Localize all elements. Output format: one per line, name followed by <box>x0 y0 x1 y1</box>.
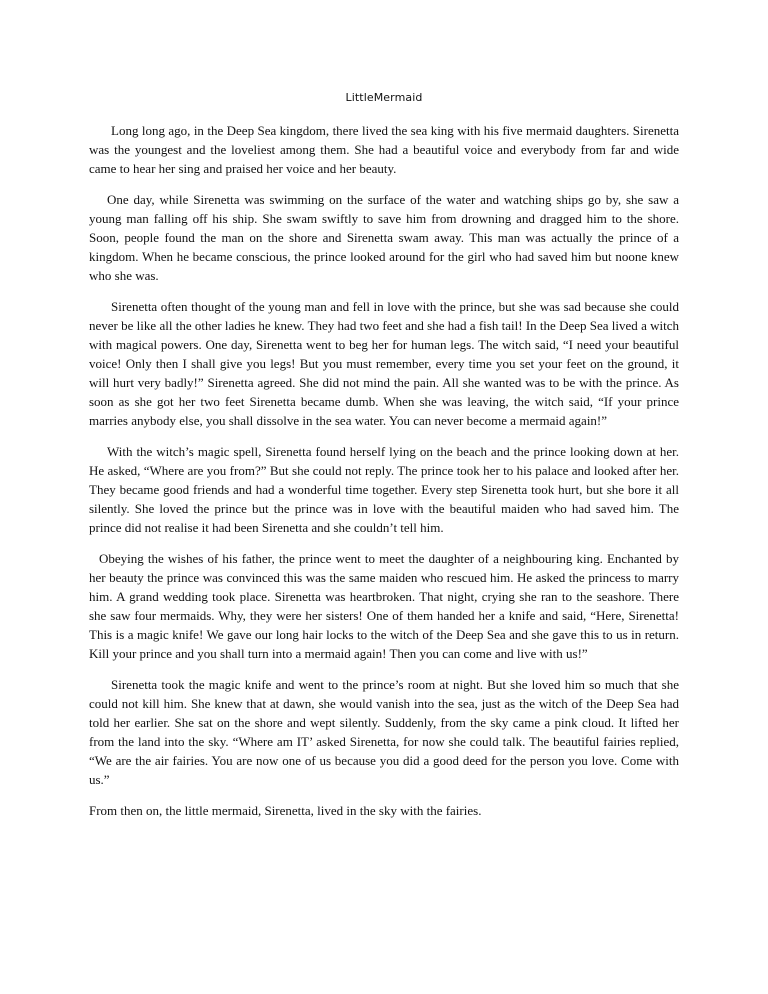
paragraph-2: One day, while Sirenetta was swimming on the surface of the water and watching ships go by, she saw a young man falling off his ship. She swam swiftly to save him from drowning and dragged him to the shore. Soon, people found the man on the shore and Sirenetta swam away. This man was actually the prince of a kingdom. When he became conscious, the prince looked around for the girl who had saved him but noone knew who she was. <box>89 192 679 283</box>
paragraph-3: Sirenetta often thought of the young man and fell in love with the prince, but she was sad because she could never be like all the other ladies he knew. They had two feet and she had a fish tail! In the Deep Sea lived a witch with magical powers. One day, Sirenetta went to beg her for human legs. The witch said, “I need your beautiful voice! Only then I shall give you legs! But you must remember, every time you set your feet on the ground, it will hurt very badly!” Sirenetta agreed. She did not mind the pain. All she wanted was to be with the prince. As soon as she got her two feet Sirenetta became dumb. When she was leaving, the witch said, “If your prince marries anybody else, you shall dissolve in the sea water. You can never become a mermaid again!” <box>89 299 679 428</box>
paragraph-4: With the witch’s magic spell, Sirenetta found herself lying on the beach and the prince looking down at her. He asked, “Where are you from?” But she could not reply. The prince took her to his palace and looked after her. They became good friends and had a wonderful time together. Every step Sirenetta took hurt, but she bore it all silently. She loved the prince but the prince was in love with the beautiful maiden who had saved him. The prince did not realise it had been Sirenetta and she couldn’t tell him. <box>89 444 679 535</box>
document-body <box>89 121 679 832</box>
document-title: LittleMermaid <box>345 91 423 104</box>
paragraph-6: Sirenetta took the magic knife and went to the prince’s room at night. But she loved him so much that she could not kill him. She knew that at dawn, she would vanish into the sea, just as the witch of the Deep Sea had told her earlier. She sat on the shore and wept silently. Suddenly, from the sky came a pink cloud. It lifted her from the land into the sky. “Where am IT’ asked Sirenetta, for now she could talk. The beautiful fairies replied, “We are the air fairies. You are now one of us because you did a good deed for the person you love. Come with us.” <box>89 677 679 787</box>
paragraph-5: Obeying the wishes of his father, the prince went to meet the daughter of a neighbouring king. Enchanted by her beauty the prince was convinced this was the same maiden who rescued him. He asked the princess to marry him. A grand wedding took place. Sirenetta was heartbroken. That night, crying she ran to the seashore. There she saw four mermaids. Why, they were her sisters! One of them handed her a knife and said, “Here, Sirenetta! This is a magic knife! We gave our long hair locks to the witch of the Deep Sea and she gave this to us in return. Kill your prince and you shall turn into a mermaid again! Then you can come and live with us!” <box>89 551 679 661</box>
paragraph-1: Long long ago, in the Deep Sea kingdom, there lived the sea king with his five mermaid daughters. Sirenetta was the youngest and the loveliest among them. She had a beautiful voice and everybody from far and wide came to hear her sing and praised her voice and her beauty. <box>89 123 679 176</box>
paragraph-7: From then on, the little mermaid, Sirenetta, lived in the sky with the fairies. <box>89 803 482 818</box>
